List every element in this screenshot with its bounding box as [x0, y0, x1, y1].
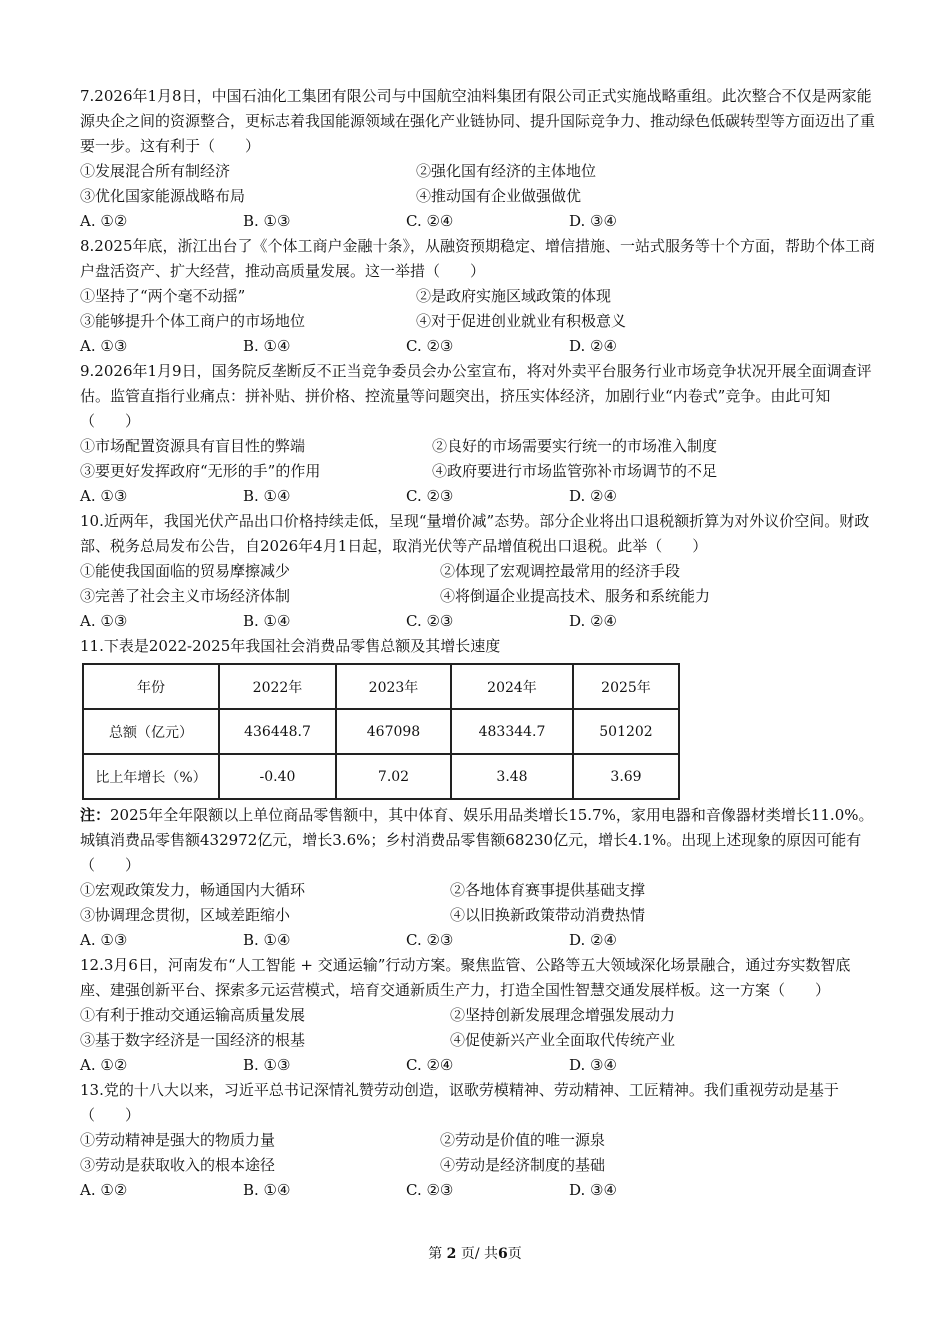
- table-cell: 总额（亿元）: [83, 709, 219, 754]
- table-note: [80, 803, 880, 878]
- option-b: B. ①④: [243, 487, 291, 505]
- question-7: [80, 84, 880, 234]
- page-footer: [0, 1243, 950, 1263]
- table-header-cell: 2022年: [219, 664, 336, 709]
- question-stem: 12.3月6日，河南发布“人工智能 + 交通运输”行动方案。聚焦监管、公路等五大领域深化场景融合，通过夯实数智底座、建强创新平台、探索多元运营模式，培育交通新质生产力，打造全国性智慧交通发展样板。这一方案（ ）: [80, 956, 851, 999]
- option-a: A. ①③: [80, 612, 128, 630]
- table-cell: 7.02: [336, 754, 451, 799]
- item: ④对于促进创业就业有积极意义: [416, 312, 627, 330]
- item-row: [80, 184, 880, 209]
- table-cell: -0.40: [219, 754, 336, 799]
- item: ①市场配置资源具有盲目性的弊端: [80, 437, 306, 455]
- item: ②良好的市场需要实行统一的市场准入制度: [432, 437, 718, 455]
- option-c: C. ②③: [406, 337, 454, 355]
- note-label: 注：: [80, 806, 111, 824]
- item: ①有利于推动交通运输高质量发展: [80, 1006, 306, 1024]
- retail-sales-table: [82, 663, 680, 800]
- item: ②各地体育赛事提供基础支撑: [450, 881, 646, 899]
- item: ③能够提升个体工商户的市场地位: [80, 312, 306, 330]
- table-header-row: [83, 664, 679, 709]
- question-stem: 9.2026年1月9日，国务院反垄断反不正当竞争委员会办公室宣布，将对外卖平台服务行业市场竞争状况开展全面调查评估。监管直指行业痛点：拼补贴、拼价格、控流量等问题突出，挤压实体经济，加剧行业“内卷式”竞争。由此可知（ ）: [80, 362, 872, 430]
- table-header-cell: 年份: [83, 664, 219, 709]
- table-header-cell: 2024年: [451, 664, 573, 709]
- question-13: [80, 1078, 880, 1203]
- footer-suffix: 页: [507, 1246, 522, 1262]
- option-d: D. ②④: [569, 931, 617, 949]
- question-stem: 13.党的十八大以来，习近平总书记深情礼赞劳动创造，讴歌劳模精神、劳动精神、工匠精神。我们重视劳动是基于（ ）: [80, 1081, 839, 1124]
- option-row: [80, 928, 880, 953]
- item: ④促使新兴产业全面取代传统产业: [450, 1031, 676, 1049]
- table-cell: 比上年增长（%）: [83, 754, 219, 799]
- option-row: [80, 609, 880, 634]
- option-a: A. ①②: [80, 1181, 128, 1199]
- table-header-cell: 2023年: [336, 664, 451, 709]
- item-row: [80, 559, 880, 584]
- option-c: C. ②③: [406, 487, 454, 505]
- option-c: C. ②④: [406, 212, 454, 230]
- option-d: D. ③④: [569, 1056, 617, 1074]
- item-row: [80, 903, 880, 928]
- option-d: D. ②④: [569, 337, 617, 355]
- question-stem: 7.2026年1月8日，中国石油化工集团有限公司与中国航空油料集团有限公司正式实施战略重组。此次整合不仅是两家能源央企之间的资源整合，更标志着我国能源领域在强化产业链协同、提升国际竞争力、推动绿色低碳转型等方面迈出了重要一步。这有利于（ ）: [80, 87, 876, 155]
- item: ③协调理念贯彻，区域差距缩小: [80, 906, 291, 924]
- option-b: B. ①④: [243, 931, 291, 949]
- table-row: [83, 709, 679, 754]
- option-row: [80, 334, 880, 359]
- item: ④将倒逼企业提高技术、服务和系统能力: [440, 587, 711, 605]
- item-row: [80, 878, 880, 903]
- option-row: [80, 1053, 880, 1078]
- table-cell: 3.69: [573, 754, 679, 799]
- item: ④以旧换新政策带动消费热情: [450, 906, 646, 924]
- question-stem: 8.2025年底，浙江出台了《个体工商户金融十条》，从融资预期稳定、增信措施、一站式服务等十个方面，帮助个体工商户盘活资产、扩大经营，推动高质量发展。这一举措（ ）: [80, 237, 875, 280]
- item: ③基于数字经济是一国经济的根基: [80, 1031, 306, 1049]
- option-a: A. ①③: [80, 931, 128, 949]
- question-11: [80, 634, 880, 953]
- item-row: [80, 1028, 880, 1053]
- table-cell: 501202: [573, 709, 679, 754]
- item-row: [80, 459, 880, 484]
- option-c: C. ②③: [406, 931, 454, 949]
- question-12: [80, 953, 880, 1078]
- item-row: [80, 1003, 880, 1028]
- item: ②是政府实施区域政策的体现: [416, 287, 612, 305]
- item: ①劳动精神是强大的物质力量: [80, 1131, 276, 1149]
- option-b: B. ①④: [243, 337, 291, 355]
- item: ①发展混合所有制经济: [80, 162, 231, 180]
- question-stem: 10.近两年，我国光伏产品出口价格持续走低，呈现“量增价减”态势。部分企业将出口退税额折算为对外议价空间。财政部、税务总局发布公告，自2026年4月1日起，取消光伏等产品增值税出口退税。此举（ ）: [80, 512, 870, 555]
- table-header-cell: 2025年: [573, 664, 679, 709]
- option-a: A. ①③: [80, 487, 128, 505]
- item: ④劳动是经济制度的基础: [440, 1156, 606, 1174]
- table-cell: 467098: [336, 709, 451, 754]
- item-row: [80, 1128, 880, 1153]
- item: ①能使我国面临的贸易摩擦减少: [80, 562, 291, 580]
- question-8: [80, 234, 880, 359]
- footer-prefix: 第: [428, 1246, 443, 1262]
- option-b: B. ①④: [243, 1181, 291, 1199]
- item: ②劳动是价值的唯一源泉: [440, 1131, 606, 1149]
- option-row: [80, 209, 880, 234]
- note-text: 2025年全年限额以上单位商品零售额中，其中体育、娱乐用品类增长15.7%，家用电器和音像器材类增长11.0%。城镇消费品零售额432972亿元，增长3.6%；乡村消费品零售额68230亿元，增长4.1%。出现上述现象的原因可能有（ ）: [80, 806, 874, 874]
- item-row: [80, 584, 880, 609]
- item: ②强化国有经济的主体地位: [416, 162, 597, 180]
- item-row: [80, 159, 880, 184]
- table-row: [83, 754, 679, 799]
- option-a: A. ①②: [80, 1056, 128, 1074]
- option-d: D. ③④: [569, 212, 617, 230]
- table-cell: 436448.7: [219, 709, 336, 754]
- question-10: [80, 509, 880, 634]
- table-cell: 3.48: [451, 754, 573, 799]
- item-row: [80, 1153, 880, 1178]
- item: ③要更好发挥政府“无形的手”的作用: [80, 462, 321, 480]
- item: ①坚持了“两个毫不动摇”: [80, 287, 246, 305]
- page-number: 2: [446, 1246, 457, 1262]
- item-row: [80, 309, 880, 334]
- option-row: [80, 484, 880, 509]
- footer-middle: 页/ 共: [460, 1246, 499, 1262]
- item: ②体现了宏观调控最常用的经济手段: [440, 562, 681, 580]
- option-a: A. ①②: [80, 212, 128, 230]
- option-d: D. ②④: [569, 487, 617, 505]
- table-cell: 483344.7: [451, 709, 573, 754]
- page-total: 6: [498, 1246, 508, 1262]
- option-d: D. ②④: [569, 612, 617, 630]
- option-d: D. ③④: [569, 1181, 617, 1199]
- question-list: [80, 84, 880, 1203]
- option-c: C. ②④: [406, 1056, 454, 1074]
- option-b: B. ①④: [243, 612, 291, 630]
- option-c: C. ②③: [406, 1181, 454, 1199]
- item-row: [80, 284, 880, 309]
- option-b: B. ①③: [243, 212, 291, 230]
- option-b: B. ①③: [243, 1056, 291, 1074]
- item: ①宏观政策发力，畅通国内大循环: [80, 881, 306, 899]
- item: ③优化国家能源战略布局: [80, 187, 246, 205]
- item: ③劳动是获取收入的根本途径: [80, 1156, 276, 1174]
- item: ④推动国有企业做强做优: [416, 187, 582, 205]
- option-row: [80, 1178, 880, 1203]
- item-row: [80, 434, 880, 459]
- option-a: A. ①③: [80, 337, 128, 355]
- option-c: C. ②③: [406, 612, 454, 630]
- item: ③完善了社会主义市场经济体制: [80, 587, 291, 605]
- question-9: [80, 359, 880, 509]
- item: ②坚持创新发展理念增强发展动力: [450, 1006, 676, 1024]
- item: ④政府要进行市场监管弥补市场调节的不足: [432, 462, 718, 480]
- question-stem: 11.下表是2022-2025年我国社会消费品零售总额及其增长速度: [80, 637, 501, 655]
